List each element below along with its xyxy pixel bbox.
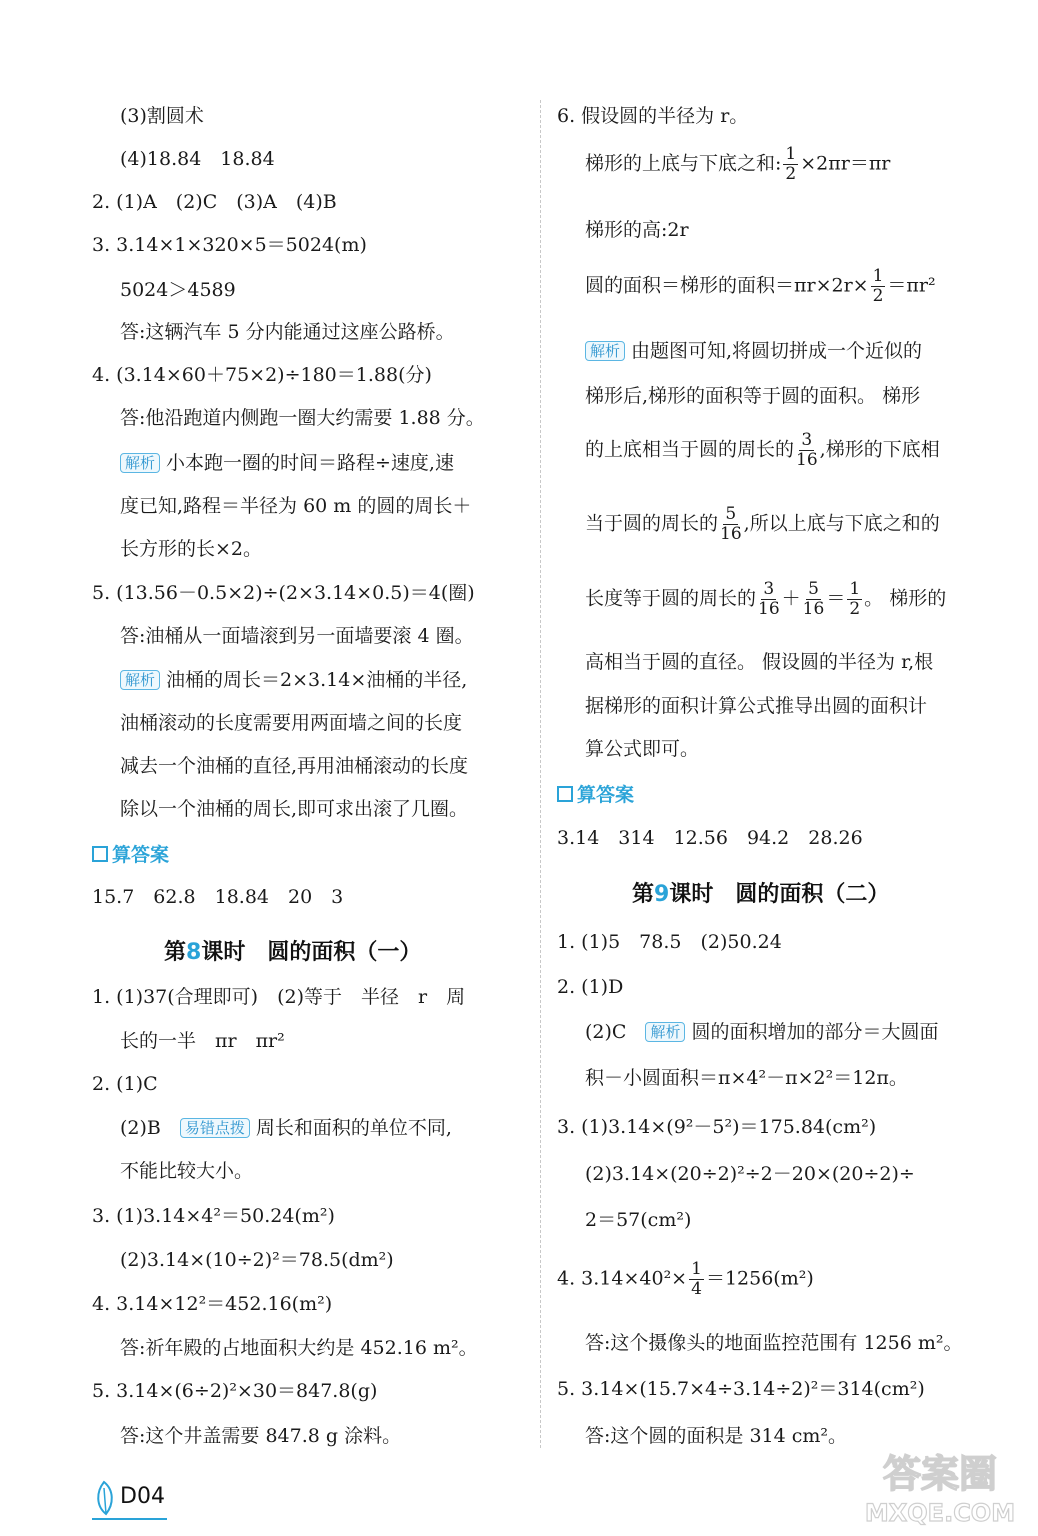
fraction: $\frac{3}{16}$ (758, 579, 780, 619)
text-line: (2)3.14×(10÷2)²＝78.5(dm²) (120, 1249, 394, 1271)
question-4: 4. (3.14×60＋75×2)÷180＝1.88(分) (92, 364, 432, 386)
analysis-line: 解析 由题图可知,将圆切拼成一个近似的 (585, 339, 922, 363)
text-line: (4)18.84 18.84 (120, 148, 275, 170)
answer-line: 答:祈年殿的占地面积大约是 452.16 m²。 (120, 1337, 478, 1359)
formula-line: 圆的面积＝梯形的面积＝πr×2r× $\frac{1}{2}$ ＝πr² (585, 266, 936, 306)
question-5: 5. 3.14×(15.7×4÷3.14÷2)²＝314(cm²) (557, 1378, 925, 1400)
question-5: 5. (13.56－0.5×2)÷(2×3.14×0.5)＝4(圈) (92, 582, 475, 604)
formula-line: 梯形的上底与下底之和: $\frac{1}{2}$ ×2πr＝πr (585, 144, 891, 184)
analysis-line: 减去一个油桶的直径,再用油桶滚动的长度 (120, 755, 469, 777)
lesson-title: 第8课时 圆的面积（一） (164, 940, 422, 965)
text-line: 长的一半 πr πr² (120, 1030, 285, 1052)
analysis-line: 算公式即可。 (585, 738, 700, 760)
lesson-title: 第9课时 圆的面积（二） (632, 882, 890, 907)
analysis-tag: 解析 (120, 670, 160, 690)
fraction: $\frac{3}{16}$ (796, 430, 818, 470)
fraction: $\frac{1}{2}$ (849, 579, 861, 619)
analysis-line: 长方形的长×2。 (120, 538, 263, 560)
section-heading: 算答案 (92, 843, 169, 867)
text-line: (2)3.14×(20÷2)²÷2－20×(20÷2)÷ (585, 1163, 915, 1185)
analysis-line: 解析 油桶的周长＝2×3.14×油桶的半径, (120, 668, 467, 692)
text-line: (2)B 易错点拨 周长和面积的单位不同, (120, 1117, 452, 1139)
svg-text:答案圈: 答案圈 (882, 1452, 998, 1496)
fraction: $\frac{5}{16}$ (802, 579, 825, 619)
tip-tag: 易错点拨 (180, 1118, 250, 1138)
fraction: $\frac{1}{2}$ (872, 266, 884, 306)
fraction: $\frac{1}{4}$ (691, 1259, 702, 1299)
text-line: 5024＞4589 (120, 279, 236, 301)
question-1: 1. (1)5 78.5 (2)50.24 (557, 931, 782, 953)
answer-line: 答:油桶从一面墙滚到另一面墙要滚 4 圈。 (120, 625, 474, 647)
analysis-line: 高相当于圆的直径。 假设圆的半径为 r,根 (585, 651, 934, 673)
analysis-line: 当于圆的周长的 $\frac{5}{16}$ ,所以上底与下底之和的 (585, 504, 940, 544)
question-3: 3. (1)3.14×(9²－5²)＝175.84(cm²) (557, 1116, 877, 1138)
answer-line: 答:他沿跑道内侧跑一圈大约需要 1.88 分。 (120, 407, 485, 429)
leaf-icon (92, 1478, 120, 1518)
analysis-line: 解析 小本跑一圈的时间＝路程÷速度,速 (120, 451, 454, 475)
analysis-line: 长度等于圆的周长的 $\frac{3}{16}$ ＋ $\frac{5}{16}$ ＝ $\frac{1}{2}$ 。 梯形的 (585, 579, 947, 619)
page-number: D04 (120, 1484, 165, 1509)
analysis-tag: 解析 (645, 1022, 685, 1042)
question-1: 1. (1)37(合理即可) (2)等于 半径 r 周 (92, 986, 466, 1008)
question-6: 6. 假设圆的半径为 r。 (557, 105, 749, 127)
svg-text:MXQE.COM: MXQE.COM (864, 1499, 1016, 1527)
text-line: (2)C 解析 圆的面积增加的部分＝大圆面 (585, 1021, 939, 1043)
answer-line: 答:这个摄像头的地面监控范围有 1256 m²。 (585, 1332, 963, 1354)
question-2: 2. (1)A (2)C (3)A (4)B (92, 191, 337, 213)
question-3: 3. 3.14×1×320×5＝5024(m) (92, 234, 367, 256)
question-4: 4. 3.14×12²＝452.16(m²) (92, 1293, 333, 1315)
analysis-line: 据梯形的面积计算公式推导出圆的面积计 (585, 695, 928, 717)
checkbox-icon (557, 786, 573, 802)
text-line: 3.14 314 12.56 94.2 28.26 (557, 827, 863, 849)
question-2: 2. (1)C (92, 1073, 158, 1095)
checkbox-icon (92, 846, 108, 862)
analysis-tag: 解析 (120, 453, 160, 473)
analysis-line: 度已知,路程＝半径为 60 m 的圆的周长＋ (120, 495, 472, 517)
fraction: $\frac{1}{2}$ (785, 144, 797, 184)
question-5: 5. 3.14×(6÷2)²×30＝847.8(g) (92, 1380, 378, 1402)
analysis-line: 除以一个油桶的周长,即可求出滚了几圈。 (120, 798, 469, 820)
text-line: (3)割圆术 (120, 105, 204, 127)
analysis-line: 梯形后,梯形的面积等于圆的面积。 梯形 (585, 385, 921, 407)
question-4: 4. 3.14×40²× $\frac{1}{4}$ ＝1256(m²) (557, 1259, 814, 1299)
footer-underline (92, 1518, 167, 1520)
analysis-tag: 解析 (585, 341, 625, 361)
answer-line: 答:这个井盖需要 847.8 g 涂料。 (120, 1425, 402, 1447)
analysis-line: 油桶滚动的长度需要用两面墙之间的长度 (120, 712, 463, 734)
fraction: $\frac{5}{16}$ (720, 504, 742, 544)
text-line: 2＝57(cm²) (585, 1209, 692, 1231)
watermark-logo (850, 1445, 1030, 1530)
answer-line: 答:这辆汽车 5 分内能通过这座公路桥。 (120, 321, 455, 343)
text-line: 不能比较大小。 (120, 1160, 254, 1182)
formula-line: 梯形的高:2r (585, 219, 689, 241)
answer-line: 答:这个圆的面积是 314 cm²。 (585, 1425, 848, 1447)
text-line: 15.7 62.8 18.84 20 3 (92, 886, 344, 908)
column-divider (540, 100, 541, 1448)
question-3: 3. (1)3.14×4²＝50.24(m²) (92, 1205, 335, 1227)
section-heading: 算答案 (557, 783, 634, 807)
question-2: 2. (1)D (557, 976, 624, 998)
analysis-line: 的上底相当于圆的周长的 $\frac{3}{16}$ ,梯形的下底相 (585, 430, 940, 470)
page-footer (92, 1478, 167, 1520)
text-line: 积－小圆面积＝π×4²－π×2²＝12π。 (585, 1067, 908, 1089)
